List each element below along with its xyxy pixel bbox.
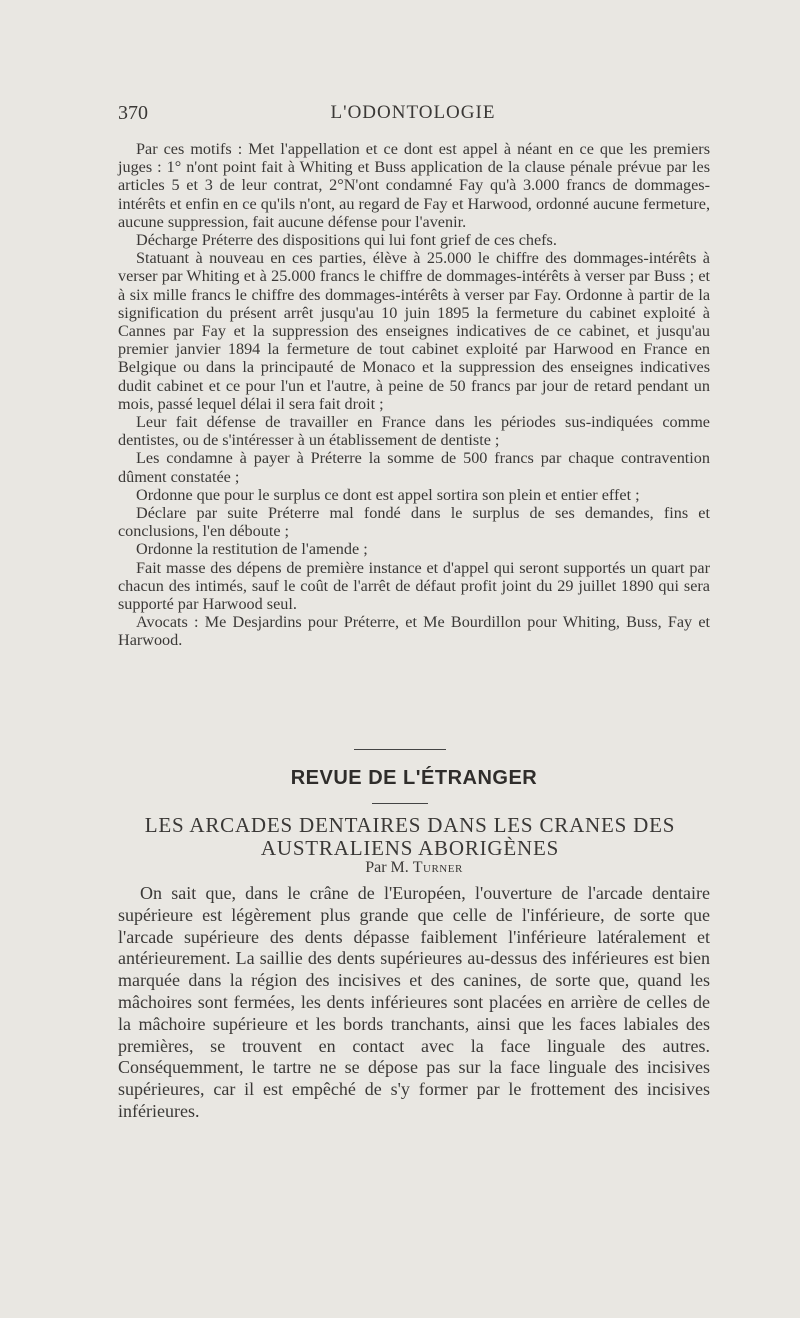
byline-author: Turner: [412, 859, 463, 876]
legal-paragraph: Décharge Préterre des dispositions qui lui font grief de ces chefs.: [136, 231, 557, 250]
legal-paragraph: Par ces motifs : Met l'appellation et ce dont est appel à néant en ce que les premiers juges : 1° n'ont point fait à Whiting et Buss application de la clause pénale prévue par les articles 5 et 3 de leur contrat, 2°N'ont condamné Fay qu'à 3.000 francs de dommages-intérêts et enfin en ce qu'ils n'ont, au regard de Fay et Harwood, ordonné aucune fermeture, aucune suppression, fait aucune défense pour l'avenir.: [118, 140, 710, 231]
byline: [118, 859, 710, 877]
legal-paragraph: Ordonne que pour le surplus ce dont est appel sortira son plein et entier effet ;: [136, 485, 640, 504]
article-title-line: AUSTRALIENS ABORIGÈNES: [260, 836, 560, 860]
legal-paragraph: Avocats : Me Desjardins pour Préterre, et Me Bourdillon pour Whiting, Buss, Fay et Harwood.: [118, 613, 710, 650]
legal-paragraph: Les condamne à payer à Préterre la somme de 500 francs par chaque contravention dûment constatée ;: [118, 449, 710, 486]
section-title: REVUE DE L'ÉTRANGER: [290, 767, 538, 789]
byline-prefix: Par M.: [365, 859, 409, 876]
article-paragraph: On sait que, dans le crâne de l'Européen, l'ouverture de l'arcade dentaire supérieure est légèrement plus grande que celle de l'inférieure, de sorte que l'arcade supérieure des dents dépasse faiblement l'inférieure latéralement et antérieurement. La saillie des dents supérieures au-dessus des inférieures est bien marquée dans la région des incisives et des canines, de sorte que, quand les mâchoires sont fermées, les dents inférieures sont placées en arrière de celles de la mâchoire supérieure et les bords tranchants, ainsi que les faces labiales des premières, se trouvent en contact avec la face linguale des autres. Conséquemment, le tartre ne se dépose pas sur la face linguale des incisives supérieures, car il est empêché de s'y former par le frottement des incisives inférieures.: [118, 883, 710, 1121]
article-title-line: LES ARCADES DENTAIRES DANS LES CRANES DES: [144, 813, 676, 837]
section-title-underline: [372, 803, 428, 804]
legal-paragraph: Leur fait défense de travailler en France dans les périodes sus-indiquées comme dentistes, ou de s'intéresser à un établissement de dentiste ;: [118, 413, 710, 450]
legal-paragraph: Ordonne la restitution de l'amende ;: [136, 540, 368, 559]
legal-judgment-text: [118, 140, 710, 650]
page-number: 370: [118, 102, 148, 124]
legal-paragraph: Fait masse des dépens de première instance et d'appel qui seront supportés un quart par chacun des intimés, sauf le coût de l'arrêt de défaut profit joint du 29 juillet 1890 qui sera supporté par Harwood seul.: [118, 558, 710, 614]
section-divider: [354, 749, 446, 750]
article-title: [100, 814, 720, 860]
legal-paragraph: Déclare par suite Préterre mal fondé dans le surplus de ses demandes, fins et conclusions, l'en déboute ;: [118, 504, 710, 541]
article-body: [118, 883, 710, 1123]
journal-title: L'ODONTOLOGIE: [330, 102, 496, 123]
running-head: [118, 102, 708, 132]
legal-paragraph: Statuant à nouveau en ces parties, élève à 25.000 le chiffre des dommages-intérêts à verser par Whiting et à 25.000 francs le chiffre de dommages-intérêts à verser par Buss ; et à six mille francs le chiffre des dommages-intérêts à verser par Fay. Ordonne à partir de la signification du présent arrêt jusqu'au 10 juin 1895 la fermeture du cabinet exploité à Cannes par Fay et la suppression des enseignes indicatives de ce cabinet, et jusqu'au premier janvier 1894 la fermeture de tout cabinet exploité par Harwood en France en Belgique ou dans la principauté de Monaco et la suppression des enseignes indicatives dudit cabinet et ce pour l'un et l'autre, à peine de 50 francs par jour de retard pendant un mois, passé lequel délai il sera fait droit ;: [118, 249, 710, 413]
